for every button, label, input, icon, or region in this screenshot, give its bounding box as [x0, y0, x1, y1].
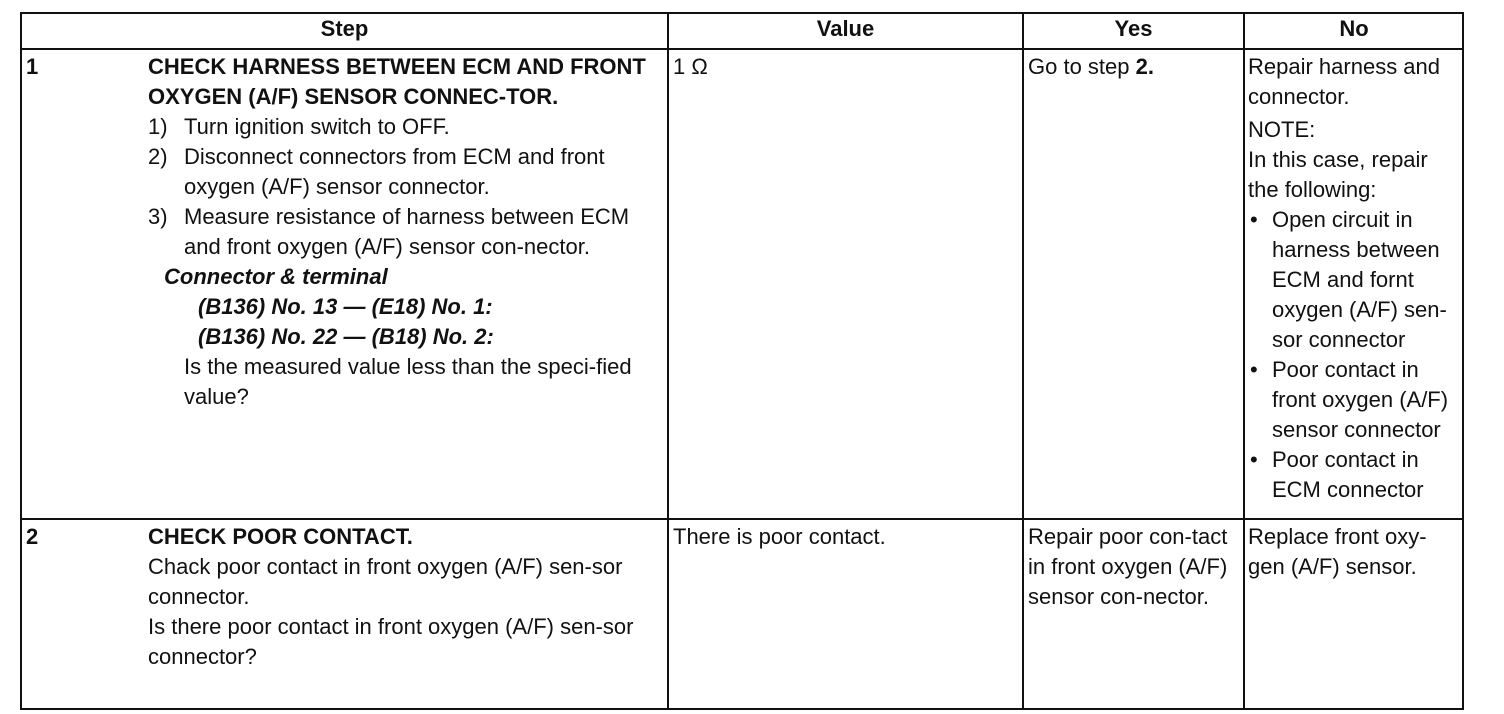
table-row [22, 520, 1462, 708]
step-number: 1 [26, 54, 39, 79]
header-value: Value [669, 14, 1024, 48]
substep [148, 142, 663, 202]
bullet-text: Poor contact in ECM connector [1272, 447, 1424, 502]
value-cell: 1 Ω [669, 50, 1024, 518]
no-cell: Replace front oxy-gen (A/F) sensor. [1248, 524, 1427, 579]
substep-number: 1) [148, 114, 168, 139]
substep-number: 2) [148, 144, 168, 169]
substep-text: Disconnect connectors from ECM and front oxygen (A/F) sensor connector. [184, 144, 605, 199]
note-bullet [1248, 355, 1460, 445]
no-cell [1245, 50, 1462, 518]
yes-text: Go to step [1028, 54, 1136, 79]
step-cell [22, 520, 669, 708]
value-cell: There is poor contact. [669, 520, 1024, 708]
note-bullet [1248, 205, 1460, 355]
yes-step-link: 2. [1135, 54, 1154, 79]
no-main: Repair harness and connector. [1248, 54, 1441, 109]
step-title: CHECK POOR CONTACT. [148, 524, 413, 549]
bullet-text: Poor contact in front oxygen (A/F) sensor connector [1272, 357, 1449, 442]
substep-text: Turn ignition switch to OFF. [184, 114, 450, 139]
connector-item: (B136) No. 13 — (E18) No. 1: [198, 294, 493, 319]
substep [148, 112, 663, 142]
step-question: Is there poor contact in front oxygen (A/F) sen-sor connector? [148, 614, 634, 669]
note-bullet [1248, 445, 1460, 505]
header-no: No [1339, 16, 1369, 41]
bullet-icon: • [1250, 447, 1258, 472]
step-body [148, 52, 663, 516]
note-text: In this case, repair the following: [1248, 147, 1428, 202]
header-step: Step [22, 14, 669, 48]
step-title: CHECK HARNESS BETWEEN ECM AND FRONT OXYGEN (A/F) SENSOR CONNEC-TOR. [148, 54, 646, 109]
step-cell [22, 50, 669, 518]
substep-number: 3) [148, 204, 168, 229]
step-question: Is the measured value less than the speci-fied value? [184, 354, 632, 409]
table-row [22, 50, 1462, 520]
substep-text: Measure resistance of harness between ECM and front oxygen (A/F) sensor con-nector. [184, 204, 630, 259]
substep [148, 202, 663, 262]
bullet-text: Open circuit in harness between ECM and fornt oxygen (A/F) sen-sor connector [1272, 207, 1447, 352]
step-instruction: Chack poor contact in front oxygen (A/F) sen-sor connector. [148, 554, 623, 609]
table-header-row [22, 14, 1462, 50]
bullet-icon: • [1250, 357, 1258, 382]
note-label: NOTE: [1248, 117, 1316, 142]
step-number: 2 [26, 524, 39, 549]
yes-cell: Repair poor con-tact in front oxygen (A/F) sensor con-nector. [1024, 520, 1245, 708]
header-yes: Yes [1024, 14, 1245, 48]
yes-cell [1024, 50, 1245, 518]
connector-heading: Connector & terminal [164, 264, 388, 289]
step-body [148, 522, 663, 706]
bullet-icon: • [1250, 207, 1258, 232]
connector-item: (B136) No. 22 — (B18) No. 2: [198, 324, 494, 349]
diagnostic-table [20, 12, 1464, 710]
